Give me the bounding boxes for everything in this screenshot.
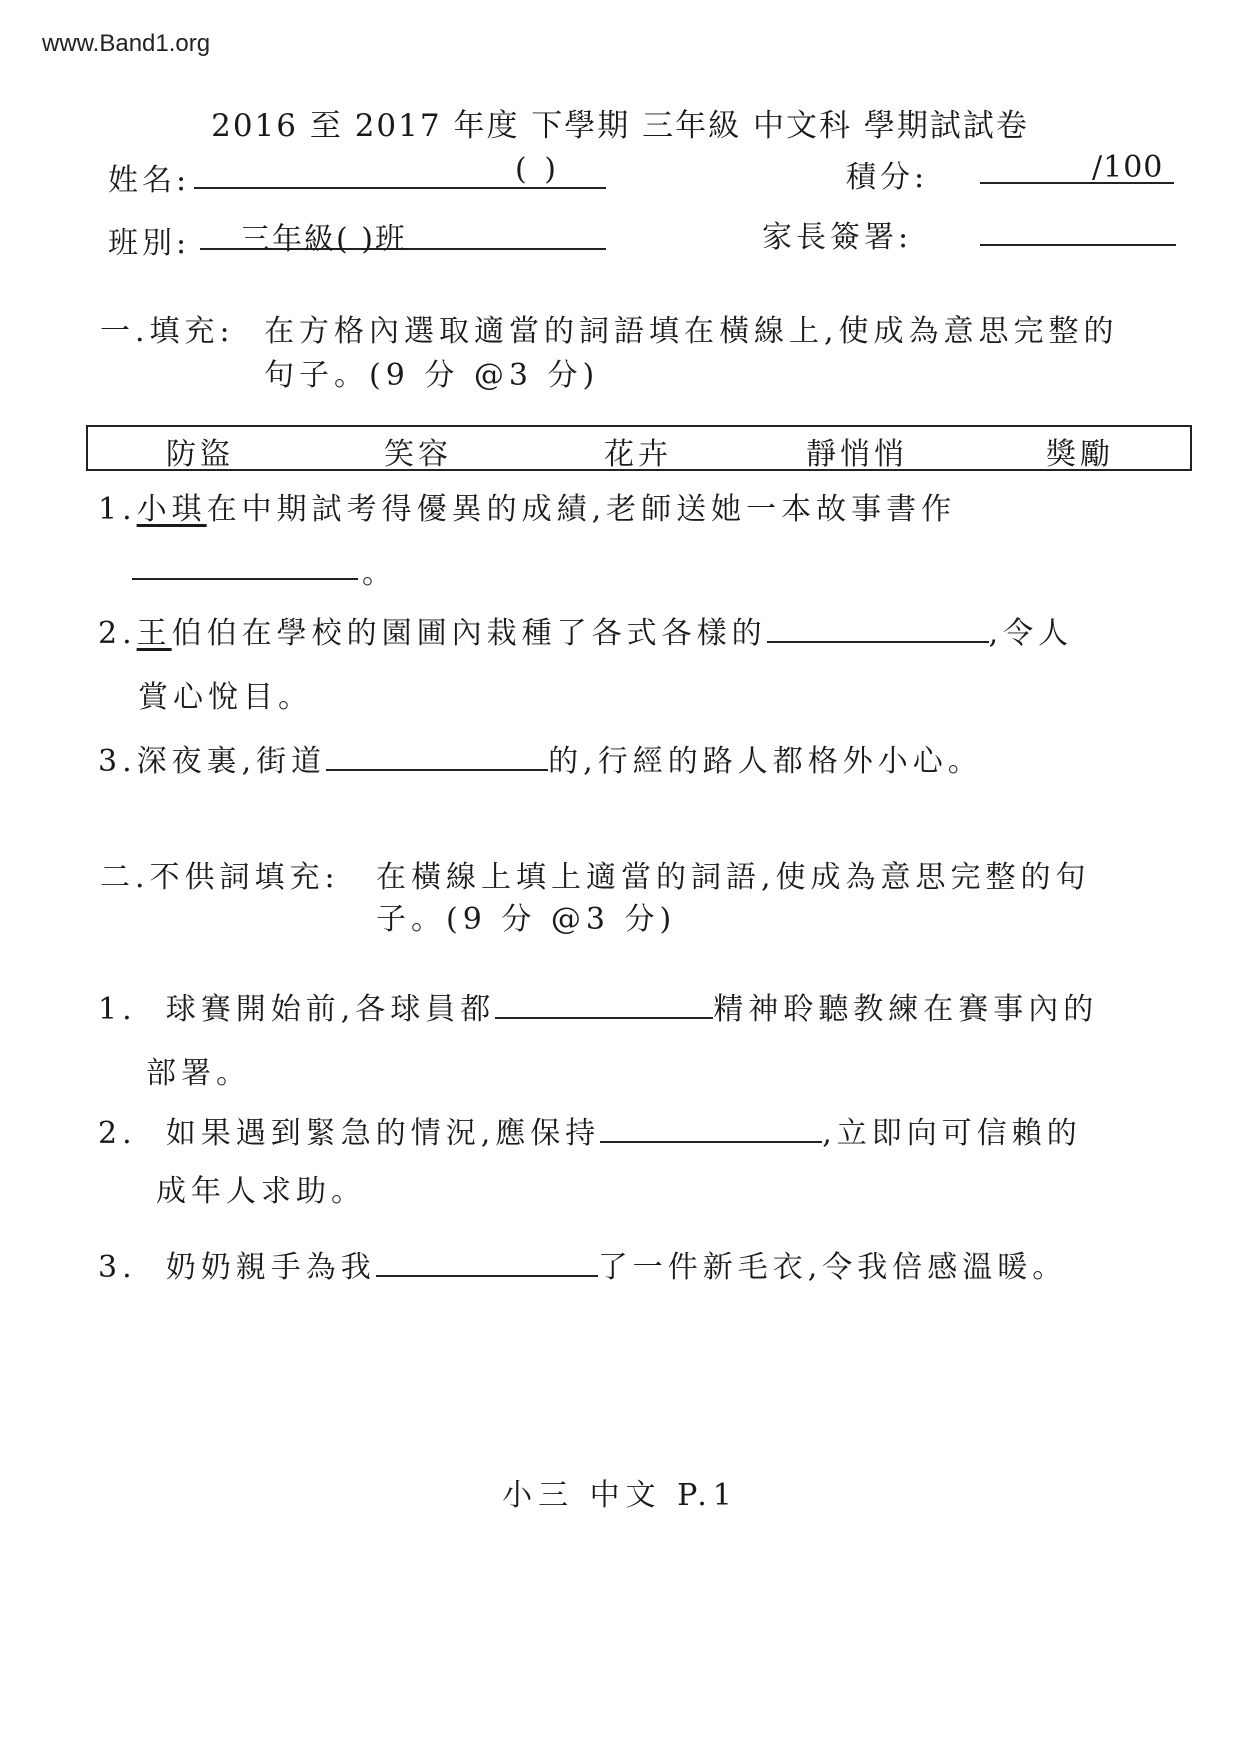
word-bank-item: 花卉: [604, 437, 672, 472]
s2-question-2: 2. 如果遇到緊急的情況,應保持 ,立即向可信賴的: [98, 1116, 1082, 1151]
s2-question-1-line2: 部署。: [146, 1056, 251, 1091]
parent-signature-label: 家長簽署:: [762, 220, 913, 255]
site-watermark: www.Band1.org: [42, 30, 211, 57]
section2-instruction: 在橫線上填上適當的詞語,使成為意思完整的句: [376, 860, 1091, 895]
s2-q3-answer-line[interactable]: [376, 1249, 598, 1277]
section2-heading: 二.不供詞填充:: [100, 860, 340, 895]
s1-q2-answer-line[interactable]: [767, 615, 989, 643]
class-label: 班別:: [108, 226, 191, 261]
name-label: 姓名:: [108, 163, 191, 198]
score-label: 積分:: [846, 160, 929, 195]
s1-question-1: 1.小琪在中期試考得優異的成績,老師送她一本故事書作: [98, 492, 957, 527]
s2-q1-answer-line[interactable]: [495, 991, 713, 1019]
page-footer: 小三 中文 P.1: [502, 1478, 738, 1513]
s2-q2-answer-line[interactable]: [600, 1115, 822, 1143]
s2-question-1: 1. 球賽開始前,各球員都 精神聆聽教練在賽事內的: [98, 992, 1099, 1027]
s2-question-2-line2: 成年人求助。: [156, 1174, 366, 1209]
section1-heading: 一.填充:: [100, 314, 235, 349]
s1-question-2-line2: 賞心悅目。: [138, 680, 313, 715]
section1-instruction: 在方格內選取適當的詞語填在橫線上,使成為意思完整的: [264, 314, 1119, 349]
word-bank-box: [86, 425, 1192, 471]
s1-question-2: 2.王伯伯在學校的園圃內栽種了各式各樣的 ,令人: [98, 616, 1074, 651]
s1-q3-answer-line[interactable]: [326, 743, 548, 771]
score-total: /100: [1092, 150, 1164, 185]
class-value: 三年級( )班: [240, 222, 407, 257]
word-bank-item: 防盜: [166, 437, 234, 472]
section1-instruction-2: 句子。(9 分 @3 分): [264, 358, 600, 393]
s1-question-3: 3.深夜裏,街道 的,行經的路人都格外小心。: [98, 744, 983, 779]
word-bank-item: 獎勵: [1046, 437, 1114, 472]
parent-signature-line[interactable]: [980, 244, 1176, 246]
name-line[interactable]: [194, 187, 606, 189]
s1-q1-answer-line[interactable]: [132, 578, 358, 580]
word-bank-item: 笑容: [384, 437, 452, 472]
section2-instruction-2: 子。(9 分 @3 分): [376, 902, 677, 937]
s2-question-3: 3. 奶奶親手為我 了一件新毛衣,令我倍感溫暖。: [98, 1250, 1068, 1285]
exam-title: 2016 至 2017 年度 下學期 三年級 中文科 學期試試卷: [211, 108, 1029, 144]
s1-q1-period: 。: [362, 556, 397, 591]
word-bank-item: 靜悄悄: [806, 437, 908, 472]
class-number-paren: ( ): [515, 152, 560, 187]
